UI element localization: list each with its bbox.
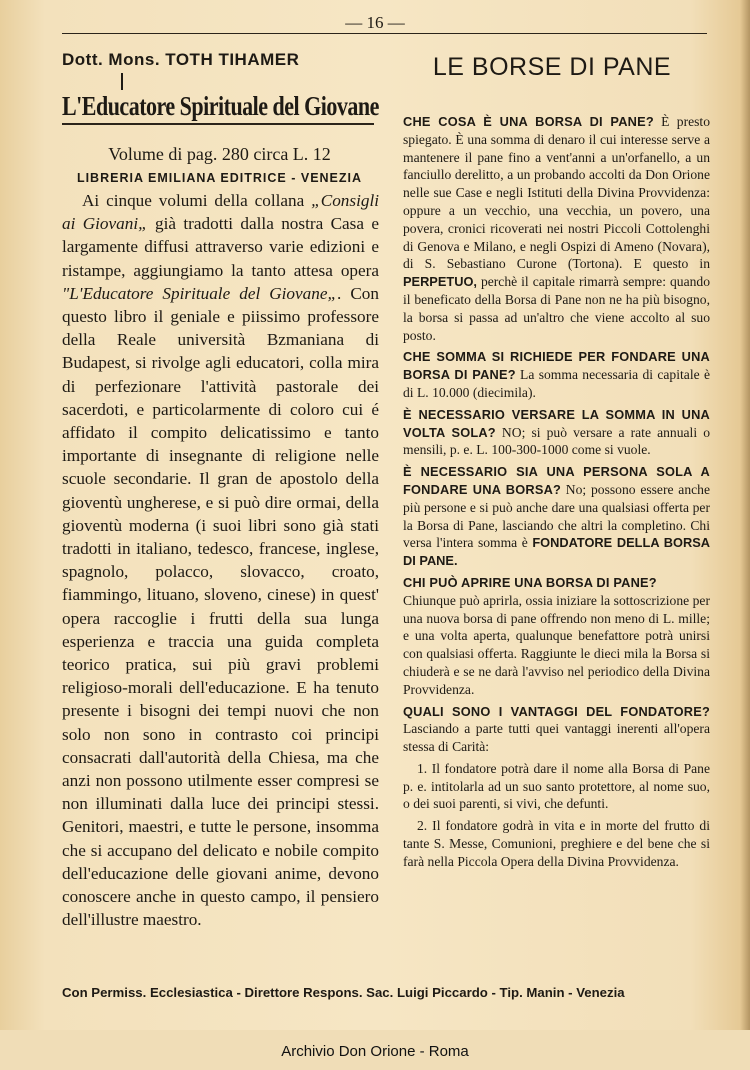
highlight: FONDATORE DELLA BORSA DI PANE. bbox=[403, 535, 710, 569]
author-tick bbox=[121, 73, 123, 90]
book-description bbox=[62, 189, 379, 932]
answer: No; possono essere anche più persone e si può anche dare una qualsiasi offerta per la Borsa di Pane, lasciando che altri la completino. Chi versa l'intera somma è bbox=[403, 481, 711, 551]
footer-imprint: Con Permiss. Ecclesiastica - Direttore Respons. Sac. Luigi Piccardo - Tip. Manin - Venezia bbox=[62, 985, 625, 1000]
paragraph bbox=[403, 463, 710, 570]
top-rule bbox=[62, 33, 707, 34]
highlight: PERPETUO, bbox=[403, 274, 477, 290]
paragraph bbox=[403, 703, 710, 756]
desc-text: Ai cinque volumi della collana bbox=[82, 191, 312, 210]
question: CHE SOMMA SI RICHIEDE PER FONDARE UNA BORSA DI PANE? bbox=[403, 349, 710, 383]
question: CHE COSA È UNA BORSA DI PANE? bbox=[403, 114, 654, 129]
article-title: LE BORSE DI PANE bbox=[432, 53, 672, 81]
archive-label: Archivio Don Orione - Roma bbox=[281, 1043, 469, 1060]
question: CHI PUÒ APRIRE UNA BORSA DI PANE? bbox=[403, 574, 657, 590]
desc-text: già tradotti dalla nostra Casa e largamente diffusi attraverso varie edizioni e ristampe, aggiungiamo la tanto attesa opera bbox=[62, 214, 379, 280]
book-title: L'Educatore Spirituale del Giovane bbox=[62, 90, 379, 122]
paragraph bbox=[403, 406, 710, 459]
answer: Lasciando a parte tutti quei vantaggi inerenti all'opera stessa di Carità: bbox=[403, 721, 710, 755]
paragraph bbox=[403, 574, 710, 699]
paragraph bbox=[403, 113, 710, 344]
page-edge-shadow bbox=[740, 0, 750, 1030]
page-number: — 16 — bbox=[345, 13, 405, 32]
answer: La somma necessaria di capitale è di L. 10.000 (diecimila). bbox=[403, 367, 710, 400]
author: Dott. Mons. TOTH TIHAMER bbox=[62, 50, 300, 69]
list-item: 1. Il fondatore potrà dare il nome alla Borsa di Pane p. e. intitolarla ad un suo santo protettore, al nome suo, o dei suoi parenti, si vivi, che defunti. bbox=[403, 760, 710, 812]
desc-text: . Con questo libro il geniale e piissimo professore della Reale università Bzmaniana di Budapest, si rivolge agli educatori, colla mira di perfezionare l'attività pastorale dei sacerdoti, e particolarmente di coloro cui é affidato il compito delicatissimo e tanto importante di insegnante di religione nelle scuole secondarie. Il gran de apostolo della gioventù ungherese, e si può dire ormai, della gioventù moderna (i suoi libri sono già stati tradotti in italiano, tedesco, francese, inglese, spagnolo, polacco, slovacco, croato, fiammingo, lituano, sloveno, cinese) in quest' opera raccoglie i frutti della sua lunga esperienza e traccia una guida completa teorico pratica, sui più gravi problemi religioso-morali dell'educazione. E ha tenuto presente i bisogni dei tempi nuovi che non solo non sono in contrasto coi principi consacrati dall'autorità della Chiesa, ma che anzi non possono utilmente esser compresi se non illuminati dalla luce dei principi stessi. Genitori, maestri, e tutte le persone, insomma che si accupano del delicato e nobile compito dell'educazione delle giovani anime, devono conoscere anche in questo campo, il pensiero dell'illustre maestro. bbox=[62, 283, 379, 930]
paragraph bbox=[403, 348, 710, 401]
answer: Chiunque può aprirla, ossia iniziare la sottoscrizione per una nuova borsa di pane offrendo non meno di L. mille; e una volta aperta, qualunque benefattore potrà unirsi con qualsiasi offerta. Raggiunte le dieci mila la Borsa si chiuderà e se ne darà l'avviso nel periodico della Divina Provvidenza. bbox=[403, 592, 710, 697]
volume-info: Volume di pag. 280 circa L. 12 bbox=[108, 144, 331, 164]
answer: perchè il capitale rimarrà sempre: quando il beneficato della Borsa di Pane non ne ha più bisogno, la borsa si passa ad un'altro che viene accolto al suo posto. bbox=[403, 274, 710, 343]
desc-series: „Consigli ai Giovani„ bbox=[62, 191, 379, 234]
article-body bbox=[403, 113, 710, 875]
answer: È presto spiegato. È una somma di denaro il cui interesse serve a mantenere il pane fino a vent'anni a un'orfanello, a un fanciullo derelitto, a un probando accolti da Don Orione nelle sue Case e negli Istituti della Divina Provvidenza: oppure a un vecchio, una vecchia, un povero, una povera, cronici ricoverati nei nostri Piccoli Cottolenghi di Genova e Milano, e negli Ospizi di Ameno (Novara), di S. Sebastiano Curone (Tortona). E questo in bbox=[403, 114, 711, 272]
answer: NO; si può versare a rate annuali o mensili, p. e. L. 100-300-1000 come si vuole. bbox=[403, 424, 711, 458]
desc-book-name: "L'Educatore Spirituale del Giovane„ bbox=[62, 283, 338, 303]
question: È NECESSARIO VERSARE LA SOMMA IN UNA VOLTA SOLA? bbox=[403, 406, 710, 440]
list-item: 2. Il fondatore godrà in vita e in morte del frutto di tante S. Messe, Comunioni, preghiere e del bene che si farà nella Piccola Opera della Divina Provvidenza. bbox=[403, 818, 710, 869]
title-rule bbox=[62, 123, 374, 125]
publisher: LIBRERIA EMILIANA EDITRICE - VENEZIA bbox=[76, 171, 363, 185]
question: QUALI SONO I VANTAGGI DEL FONDATORE? bbox=[403, 703, 710, 719]
question: È NECESSARIO SIA UNA PERSONA SOLA A FONDARE UNA BORSA? bbox=[403, 464, 710, 497]
